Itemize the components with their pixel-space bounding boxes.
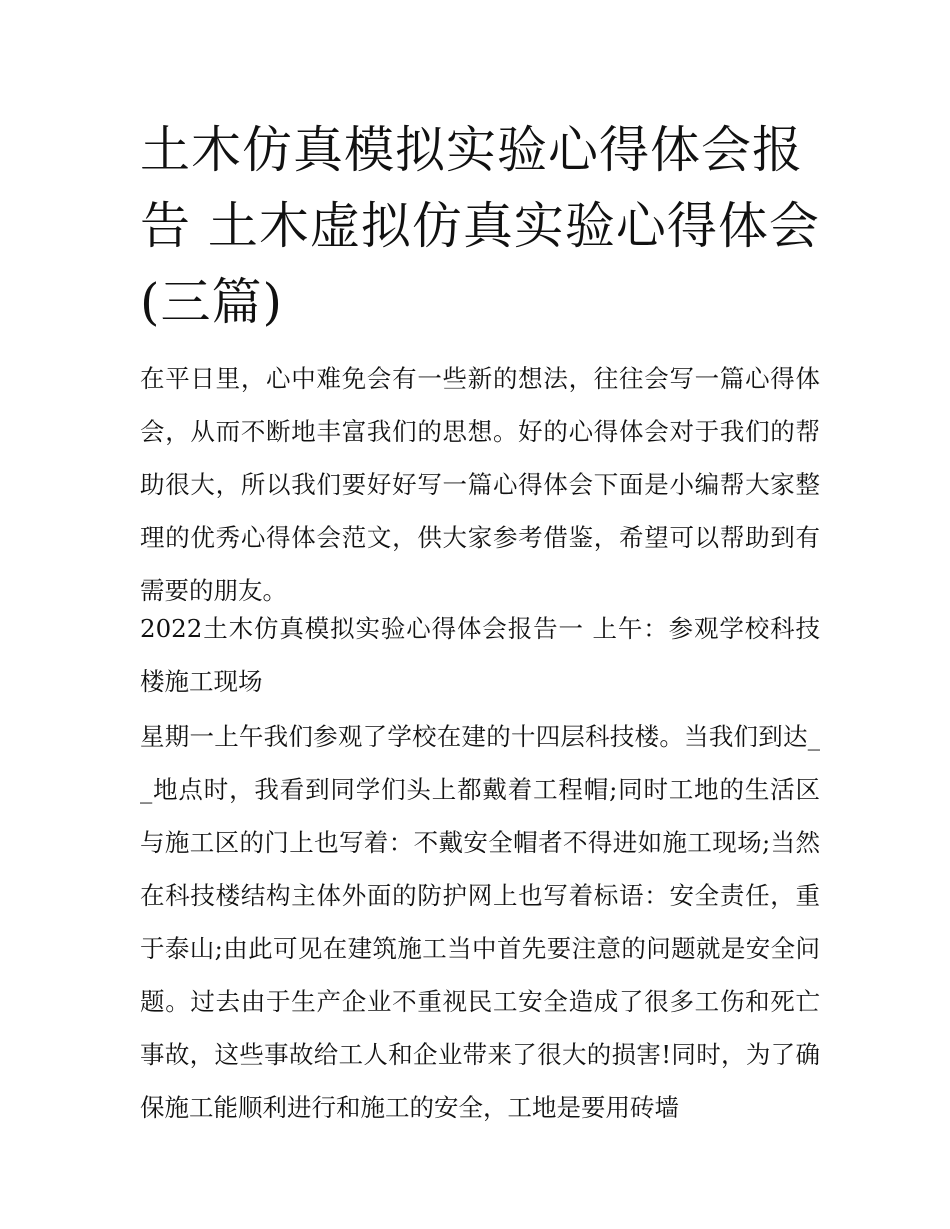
intro-paragraph: 在平日里，心中难免会有一些新的想法，往往会写一篇心得体会，从而不断地丰富我们的思想。好的心得体会对于我们的帮助很大，所以我们要好好写一篇心得体会下面是小编帮大家整理的优秀心得体会范文，供大家参考借鉴，希望可以帮助到有需要的朋友。 — [140, 364, 820, 605]
section-heading: 2022土木仿真模拟实验心得体会报告一 上午：参观学校科技楼施工现场 — [140, 614, 820, 696]
body-paragraph: 星期一上午我们参观了学校在建的十四层科技楼。当我们到达__地点时，我看到同学们头上都戴着工程帽;同时工地的生活区与施工区的门上也写着：不戴安全帽者不得进如施工现场;当然在科技楼结构主体外面的防护网上也写着标语：安全责任，重于泰山;由此可见在建筑施工当中首先要注意的问题就是安全问题。过去由于生产企业不重视民工安全造成了很多工伤和死亡事故，这些事故给工人和企业带来了很大的损害!同时，为了确保施工能顺利进行和施工的安全，工地是要用砖墙 — [140, 722, 820, 1122]
document-title: 土木仿真模拟实验心得体会报告 土木虚拟仿真实验心得体会(三篇) — [140, 121, 820, 331]
